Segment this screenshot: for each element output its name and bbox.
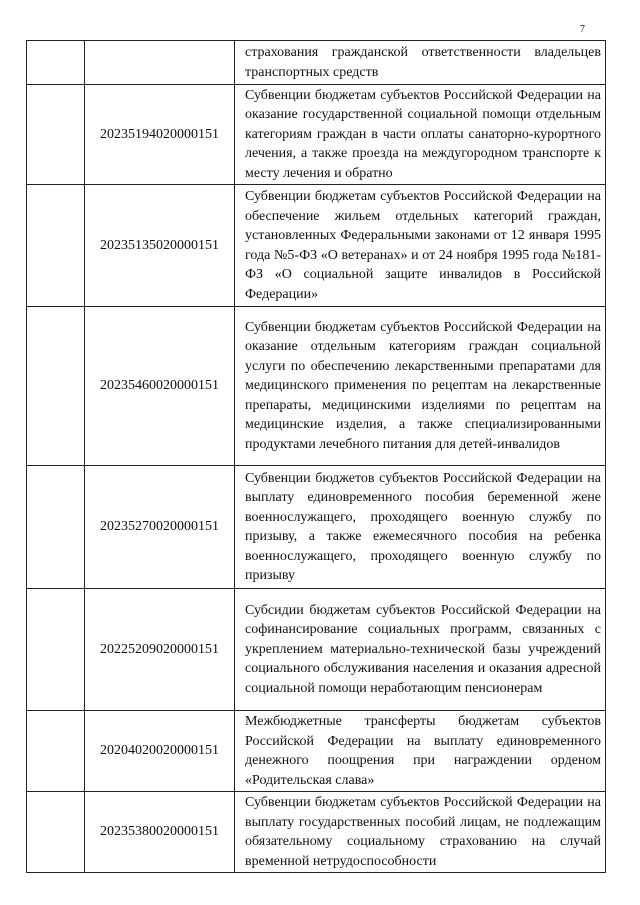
table-row <box>27 185 606 307</box>
row-number-cell <box>27 85 85 185</box>
table-row <box>27 792 606 873</box>
table-row <box>27 41 606 85</box>
table-row <box>27 589 606 711</box>
description-cell: Субвенции бюджетов субъектов Российской Федерации на выплату единовременного пособия беременной жене военнослужащего, проходящего военную службу по призыву, а также ежемесячного пособия на ребенка военнослужащего, проходящего военную службу по призыву <box>235 466 606 589</box>
budget-codes-table <box>26 40 606 873</box>
budget-code-cell: 20225209020000151 <box>85 589 235 711</box>
row-number-cell <box>27 589 85 711</box>
description-cell: Межбюджетные трансферты бюджетам субъектов Российской Федерации на выплату единовременного денежного поощрения при награждении орденом «Родительская слава» <box>235 711 606 792</box>
budget-code-cell: 20235460020000151 <box>85 307 235 466</box>
description-cell: Субвенции бюджетам субъектов Российской Федерации на выплату государственных пособий лицам, не подлежащим обязательному социальному страхованию на случай временной нетрудоспособности <box>235 792 606 873</box>
table-row <box>27 307 606 466</box>
page-number: 7 <box>580 24 585 35</box>
row-number-cell <box>27 41 85 85</box>
table-row <box>27 466 606 589</box>
description-cell: Субвенции бюджетам субъектов Российской Федерации на оказание государственной социальной помощи отдельным категориям граждан в части оплаты санаторно-курортного лечения, а также проезда на междугородном транспорте к месту лечения и обратно <box>235 85 606 185</box>
budget-code-cell: 20235194020000151 <box>85 85 235 185</box>
row-number-cell <box>27 792 85 873</box>
table-row <box>27 711 606 792</box>
row-number-cell <box>27 466 85 589</box>
description-cell: страхования гражданской ответственности владельцев транспортных средств <box>235 41 606 85</box>
budget-code-cell: 20204020020000151 <box>85 711 235 792</box>
description-cell: Субвенции бюджетам субъектов Российской Федерации на оказание отдельным категориям граждан социальной услуги по обеспечению лекарственными препаратами для медицинского применения по рецептам на лекарственные препараты, медицинскими изделиями по рецептам на медицинские изделия, а также специализированными продуктами лечебного питания для детей-инвалидов <box>235 307 606 466</box>
budget-code-cell <box>85 41 235 85</box>
row-number-cell <box>27 185 85 307</box>
row-number-cell <box>27 711 85 792</box>
description-cell: Субвенции бюджетам субъектов Российской Федерации на обеспечение жильем отдельных категорий граждан, установленных Федеральными законами от 12 января 1995 года №5-ФЗ «О ветеранах» и от 24 ноября 1995 года №181-ФЗ «О социальной защите инвалидов в Российской Федерации» <box>235 185 606 307</box>
budget-code-cell: 20235135020000151 <box>85 185 235 307</box>
table-row <box>27 85 606 185</box>
row-number-cell <box>27 307 85 466</box>
budget-code-cell: 20235270020000151 <box>85 466 235 589</box>
description-cell: Субсидии бюджетам субъектов Российской Федерации на софинансирование социальных программ, связанных с укреплением материально-технической базы учреждений социального обслуживания населения и оказания адресной социальной помощи неработающим пенсионерам <box>235 589 606 711</box>
budget-code-cell: 20235380020000151 <box>85 792 235 873</box>
